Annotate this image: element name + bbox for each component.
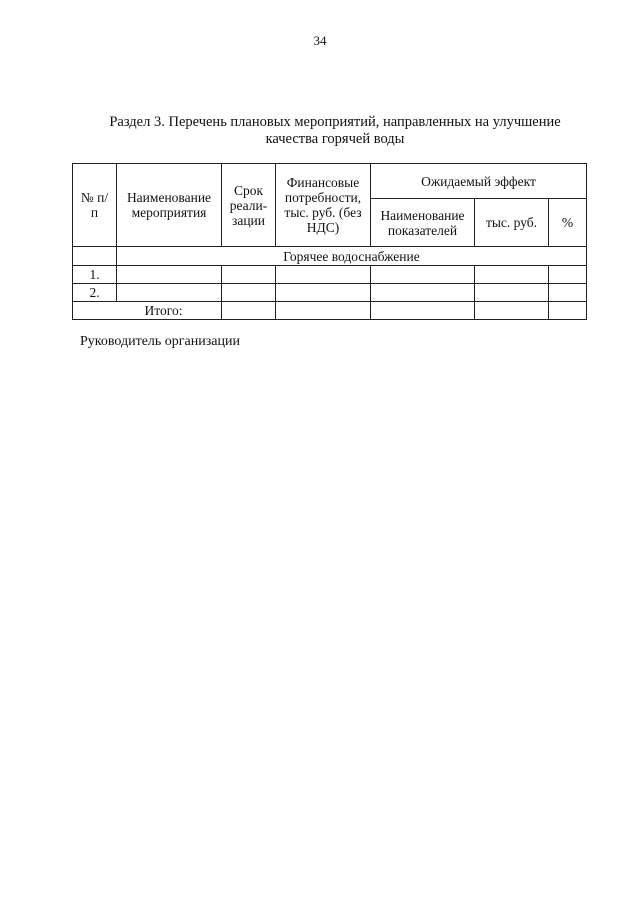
row-thousand-rub [475, 266, 549, 284]
table-row [73, 266, 587, 284]
section-title-line-2: качества горячей воды [265, 131, 405, 147]
row-thousand-rub [475, 284, 549, 302]
header-num: № п/п [73, 164, 117, 247]
row-num: 2. [73, 284, 117, 302]
header-term: Срок реали-зации [222, 164, 276, 247]
row-indicators [371, 266, 475, 284]
row-finance [276, 284, 371, 302]
header-name: Наименование мероприятия [117, 164, 222, 247]
total-thousand-rub [475, 302, 549, 320]
row-percent [549, 266, 587, 284]
group-empty-cell [73, 247, 117, 266]
row-finance [276, 266, 371, 284]
total-percent [549, 302, 587, 320]
header-expected-effect: Ожидаемый эффект [371, 164, 587, 199]
header-finance: Финансовые потребности, тыс. руб. (без НДС) [276, 164, 371, 247]
group-label: Горячее водоснабжение [117, 247, 587, 266]
measures-table [72, 163, 587, 320]
total-finance [276, 302, 371, 320]
page-number: 34 [313, 33, 327, 48]
table-row [73, 284, 587, 302]
header-percent: % [549, 199, 587, 247]
header-indicators: Наименование показателей [371, 199, 475, 247]
row-percent [549, 284, 587, 302]
total-term [222, 302, 276, 320]
row-indicators [371, 284, 475, 302]
total-row [73, 302, 587, 320]
signature-label: Руководитель организации [80, 334, 240, 349]
row-name [117, 284, 222, 302]
total-indicators [371, 302, 475, 320]
row-term [222, 284, 276, 302]
row-name [117, 266, 222, 284]
header-thousand-rub: тыс. руб. [475, 199, 549, 247]
row-num: 1. [73, 266, 117, 284]
row-term [222, 266, 276, 284]
section-title-line-1: Раздел 3. Перечень плановых мероприятий, направленных на улучшение [109, 114, 561, 130]
section-title [70, 114, 600, 148]
total-label: Итого: [73, 302, 222, 320]
